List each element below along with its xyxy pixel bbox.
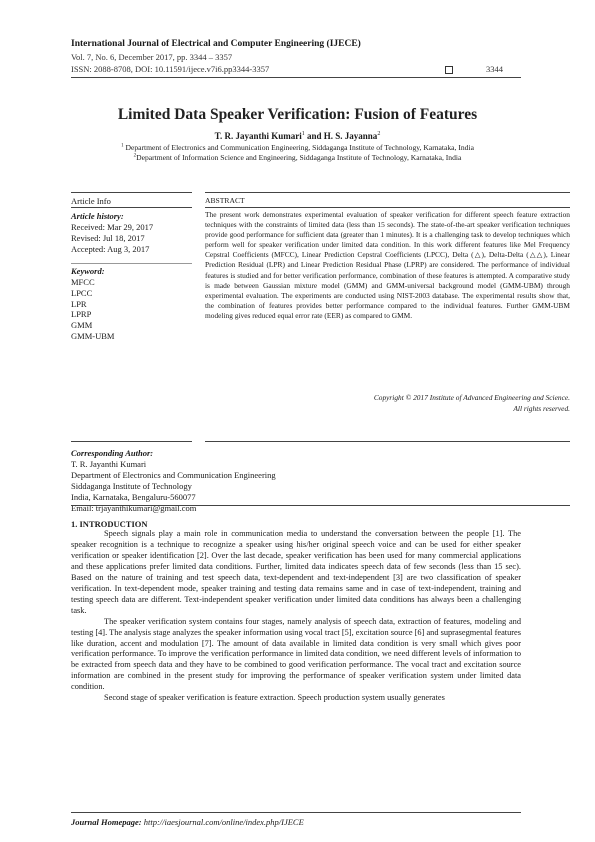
keyword-item: LPCC xyxy=(71,287,93,298)
homepage-link[interactable]: http://iaesjournal.com/online/index.php/IJECE xyxy=(143,817,304,827)
affiliation-2 xyxy=(0,153,595,162)
corresponding-dept: Department of Electronics and Communication Engineering xyxy=(71,469,276,480)
article-info-bottom-rule xyxy=(71,441,192,442)
author-2: H. S. Jayanna xyxy=(323,131,378,141)
abstract-bottom-rule xyxy=(205,441,570,442)
keyword-item: GMM-UBM xyxy=(71,330,115,341)
abstract-text: The present work demonstrates experimental evaluation of speaker verification for different speech feature extraction techniques with the constraints of limited data (less than 15 seconds). The state-of-the-art speaker verification techniques provide good performance for sufficient data (greater than 1 minutes). It is a challenging task to develop techniques which perform well for speaker verification under limited data condition. In this work different features like Mel Frequency Cepstral Coefficients (MFCC), Linear Prediction Cepstral Coefficients (LPCC), Delta (△), Delta-Delta (△△), Linear Prediction Residual (LPR) and Linear Prediction Residual Phase (LPRP) are considered. The performance of individual features is studied and for better verification performance, combination of these features is attempted. A comparative study is made between Gaussian mixture model (GMM) and GMM-universal background model (GMM-UBM) through experimental evaluation. The experiments are conducted using NIST-2003 database. The experimental results show that, the combination of features provides better performance compared to the individual features. Further GMM-UBM modeling gives reduced equal error rate (EER) as compared to GMM. xyxy=(205,210,570,320)
affiliation-1-sup: 1 xyxy=(121,143,124,149)
author-1-sup: 1 xyxy=(301,131,305,137)
issn-doi-line: ISSN: 2088-8708, DOI: 10.11591/ijece.v7i6.pp3344-3357 xyxy=(71,64,270,74)
copyright-line: Copyright © 2017 Institute of Advanced Engineering and Science. xyxy=(373,393,570,402)
corresponding-name: T. R. Jayanthi Kumari xyxy=(71,459,147,469)
rights-line: All rights reserved. xyxy=(513,403,570,413)
author-line xyxy=(0,131,595,141)
intro-paragraph: Second stage of speaker verification is feature extraction. Speech production system usually generates xyxy=(104,693,445,703)
corresponding-location: India, Karnataka, Bengaluru-560077 xyxy=(71,491,196,502)
author-1: T. R. Jayanthi Kumari xyxy=(214,131,302,141)
keyword-item: MFCC xyxy=(71,277,95,287)
journal-homepage xyxy=(71,817,304,827)
affiliation-1-text: Department of Electronics and Communication Engineering, Siddaganga Institute of Technology, Karnataka, India xyxy=(125,143,474,152)
keyword-label: Keyword: xyxy=(71,266,105,276)
abstract-sub-rule xyxy=(205,207,570,208)
affiliation-1 xyxy=(0,143,595,152)
keyword-item: LPRP xyxy=(71,309,92,320)
revised-date: Revised: Jul 18, 2017 xyxy=(71,232,145,243)
intro-paragraph: The speaker verification system contains four stages, namely analysis of speech data, extraction of features, modeling and testing [4]. The analysis stage analyzes the speaker information using vocal tract [5], excitation source [6] and suprasegmental features like duration, accent and modulation [7]. The amount of data available in limited data condition is very small which gives poor verification performance. To improve the verification performance in limited data condition, we need different levels of information to be extracted from speech data and they have to be combined to good verification performance. The vocal tract and excitation source information are combined in the present study for improving the performance of speaker verification system under limited data condition. xyxy=(71,616,521,692)
corresponding-institute: Siddaganga Institute of Technology xyxy=(71,480,192,491)
section-heading-introduction: 1. INTRODUCTION xyxy=(71,519,148,529)
keyword-item: LPR xyxy=(71,298,87,309)
article-dates xyxy=(71,222,153,254)
corresponding-author-label: Corresponding Author: xyxy=(71,448,154,458)
page-number: 3344 xyxy=(486,64,503,74)
keyword-list xyxy=(71,277,114,342)
copyright-notice xyxy=(205,393,570,414)
keyword-item: GMM xyxy=(71,320,93,331)
journal-name: International Journal of Electrical and Computer Engineering (IJECE) xyxy=(71,39,361,49)
keyword-separator xyxy=(71,263,192,264)
corresponding-bottom-rule xyxy=(71,505,570,506)
affiliation-2-text: Department of Information Science and Engineering, Siddaganga Institute of Technology, Karnataka, India xyxy=(136,153,462,162)
article-info-top-rule xyxy=(71,192,192,193)
square-icon xyxy=(445,66,453,74)
affiliation-2-sup: 2 xyxy=(133,153,137,159)
volume-line: Vol. 7, No. 6, December 2017, pp. 3344 – 3357 xyxy=(71,52,233,62)
article-history-label: Article history: xyxy=(71,211,124,221)
accepted-date: Accepted: Aug 3, 2017 xyxy=(71,243,150,254)
article-info-sub-rule xyxy=(71,207,192,208)
received-date: Received: Mar 29, 2017 xyxy=(71,222,154,232)
author-and: and xyxy=(307,131,322,141)
corresponding-email[interactable]: Email: trjayanthikumari@gmail.com xyxy=(71,502,197,513)
abstract-heading: ABSTRACT xyxy=(205,196,245,205)
abstract-top-rule xyxy=(205,192,570,193)
header-rule xyxy=(71,77,521,78)
author-2-sup: 2 xyxy=(377,131,381,137)
article-info-heading: Article Info xyxy=(71,196,111,206)
intro-paragraph: Speech signals play a main role in communication media to understand the conversation between the people [1]. The speaker recognition is a technique to recognize a speaker using his/her original speech voice and can be used for either speaker verification or speaker identification [2]. Over the last decade, speaker verification has been used for many commercial applications and these applications prefer limited data conditions. Further, limited data indicates speech data of few seconds (less than 15 sec). Based on the nature of training and test speech data, text-dependent and text-independent [3] are two classification of speaker verification. In text-dependent mode, speaker training and testing data remains same and in case of text-independent, training and testing speech data are different. Text-independent speaker verification under limited data conditions has always been a challenging task. xyxy=(71,529,521,615)
introduction-body xyxy=(71,529,521,704)
homepage-label: Journal Homepage: xyxy=(71,817,142,827)
footer-rule xyxy=(71,812,521,813)
paper-title: Limited Data Speaker Verification: Fusion of Features xyxy=(117,106,478,123)
